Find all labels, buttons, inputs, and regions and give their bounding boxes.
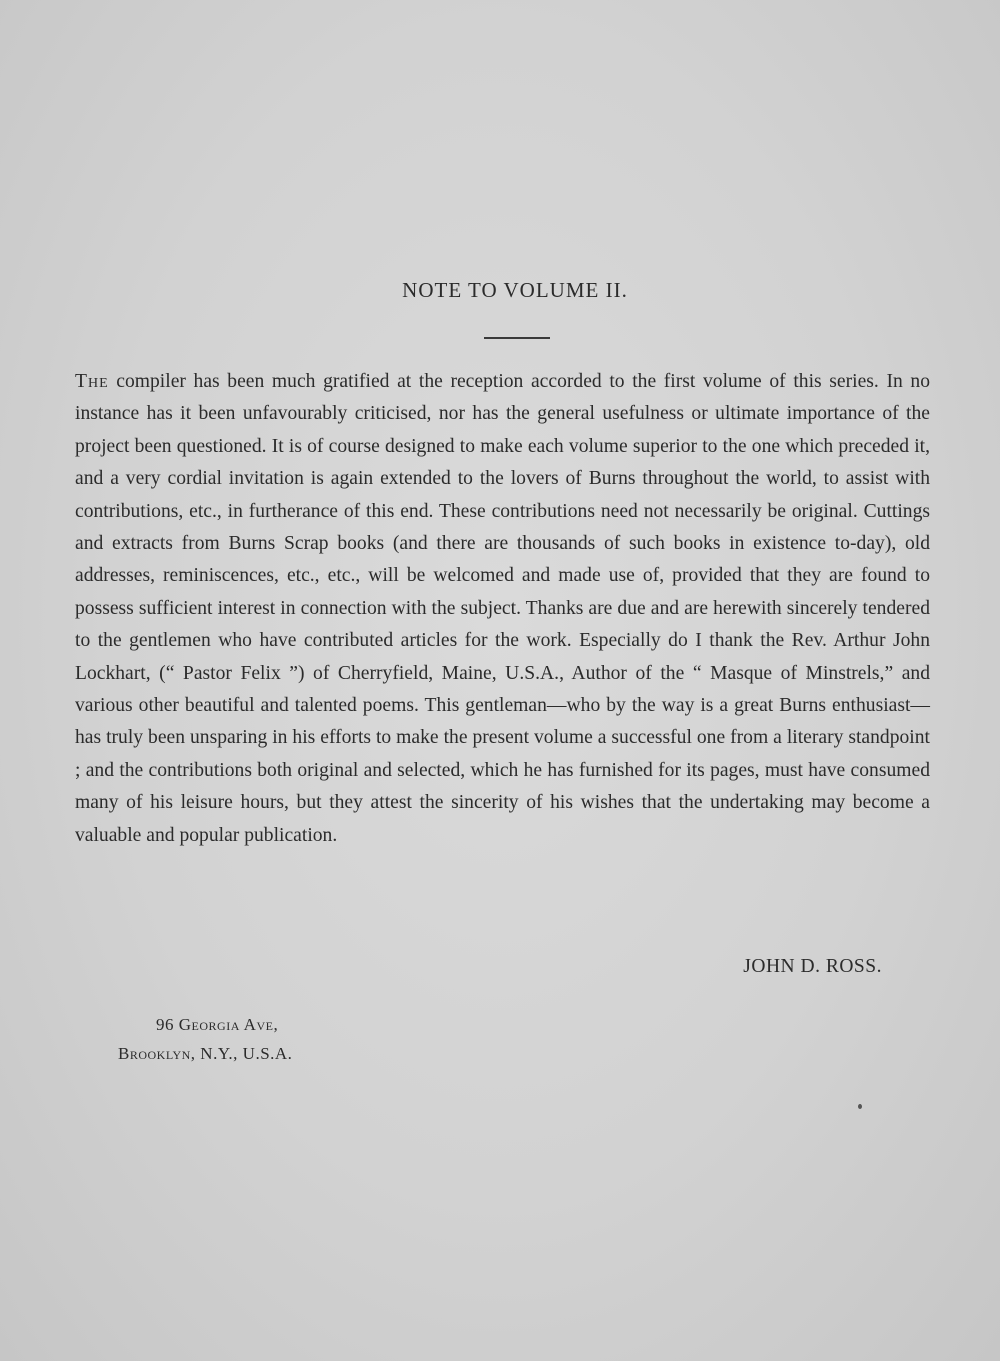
- page-title: NOTE TO VOLUME II.: [402, 278, 628, 302]
- author-address: [118, 1010, 292, 1068]
- title-rule-divider: [484, 337, 550, 339]
- note-paragraph: [75, 366, 930, 852]
- paragraph-text: compiler has been much gratified at the reception accorded to the first volume of this series. In no instance has it been unfavourably criticised, nor has the general usefulness or ultimate importance of the project been questioned. It is of course designed to make each volume superior to the one which preceded it, and a very cordial invitation is again extended to the lovers of Burns throughout the world, to assist with contributions, etc., in furtherance of this end. These contributions need not necessarily be original. Cuttings and extracts from Burns Scrap books (and there are thousands of such books in existence to-day), old addresses, reminiscences, etc., etc., will be welcomed and made use of, provided that they are found to possess sufficient interest in connection with the subject. Thanks are due and are herewith sincerely tendered to the gentlemen who have contributed articles for the work. Especially do I thank the Rev. Arthur John Lockhart, (“ Pastor Felix ”) of Cherryfield, Maine, U.S.A., Author of the “ Masque of Minstrels,” and various other beautiful and talented poems. This gentleman—who by the way is a great Burns enthusiast—has truly been unsparing in his efforts to make the present volume a successful one from a literary standpoint ; and the contributions both original and selected, which he has furnished for its pages, must have consumed many of his leisure hours, but they attest the sincerity of his wishes that the undertaking may become a valuable and popular publication.: [75, 371, 930, 846]
- address-street: 96 Georgia Ave,: [156, 1015, 279, 1034]
- paper-speck: [858, 1104, 862, 1109]
- paragraph-lead-word: The: [75, 371, 109, 392]
- address-city: Brooklyn, N.Y., U.S.A.: [118, 1044, 293, 1063]
- author-signature: JOHN D. ROSS.: [743, 956, 882, 977]
